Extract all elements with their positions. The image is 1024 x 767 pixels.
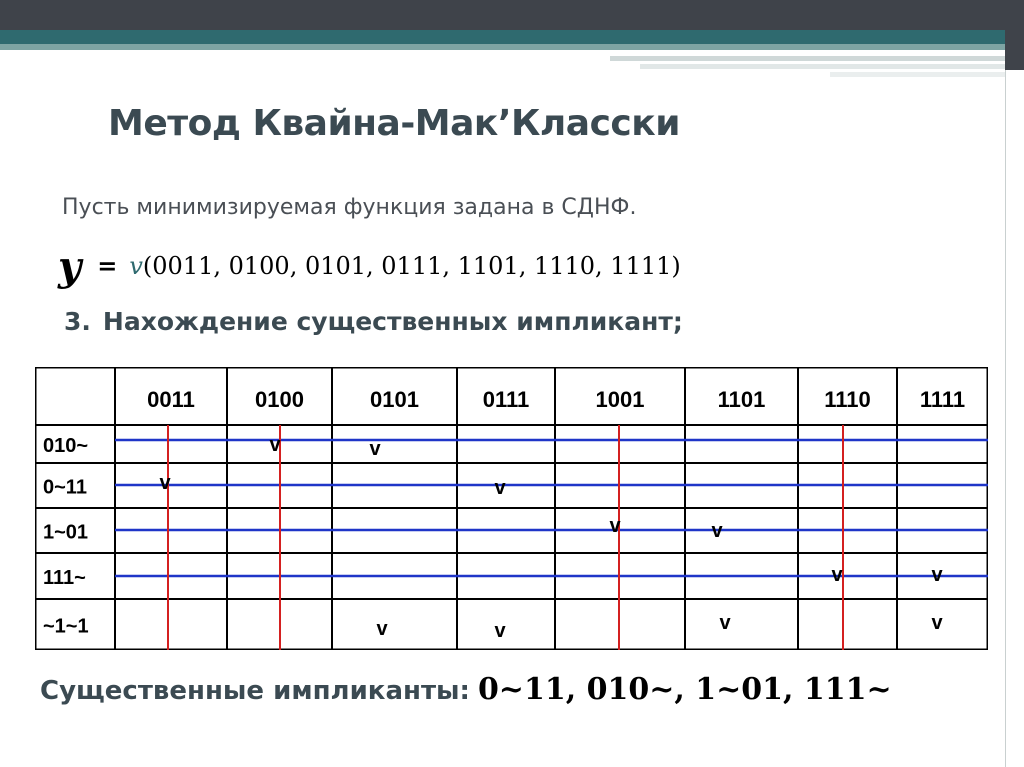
coverage-mark: v (719, 612, 731, 634)
header-stripe (830, 72, 1005, 77)
row-label: 010~ (43, 435, 89, 457)
implicant-table-svg (35, 367, 988, 650)
column-header: 0100 (255, 387, 304, 412)
row-label: 111~ (43, 567, 86, 589)
step-text: Нахождение существенных импликант; (102, 307, 683, 336)
coverage-mark: v (494, 477, 506, 499)
header-right-block (1005, 30, 1024, 70)
right-divider (1005, 70, 1006, 767)
coverage-mark: v (831, 564, 843, 586)
formula-equals: = (97, 251, 118, 280)
step-heading (64, 307, 683, 336)
header-teal-stripe (0, 44, 1005, 50)
coverage-mark: v (711, 520, 723, 542)
row-label: 0~11 (43, 476, 87, 499)
step-number: 3. (64, 307, 91, 336)
coverage-mark: v (376, 618, 388, 640)
slide-title: Метод Квайна-Мак’Класски (108, 103, 680, 144)
column-header: 1001 (595, 387, 645, 412)
column-header: 1110 (824, 387, 871, 412)
column-header: 0111 (482, 387, 530, 412)
coverage-mark: v (931, 612, 943, 634)
coverage-mark: v (931, 564, 943, 586)
result-label: Существенные импликанты: (40, 676, 470, 706)
column-header: 0011 (147, 387, 195, 412)
header-stripe (640, 64, 1005, 69)
slide-subtitle: Пусть минимизируемая функция задана в СДНФ. (62, 195, 637, 220)
formula-disjunction: v (129, 252, 143, 280)
implicant-table (35, 367, 988, 650)
header-teal-band (0, 30, 1005, 44)
result-line (40, 672, 892, 707)
row-label: ~1~1 (43, 615, 89, 638)
column-header: 0101 (370, 387, 419, 412)
coverage-mark: v (369, 438, 381, 460)
header-stripe (610, 56, 1005, 61)
row-label: 1~01 (43, 521, 89, 544)
result-values: 0~11, 010~, 1~01, 111~ (477, 672, 892, 707)
formula-lhs: y (58, 243, 82, 290)
coverage-mark: v (159, 472, 171, 494)
formula-values: (0011, 0100, 0101, 0111, 1101, 1110, 1111) (142, 252, 681, 280)
header-dark-band (0, 0, 1024, 30)
coverage-mark: v (494, 620, 506, 642)
coverage-mark: v (609, 515, 621, 537)
function-formula (58, 243, 681, 290)
column-header: 1111 (919, 387, 966, 412)
coverage-mark: v (269, 434, 281, 456)
column-header: 1101 (717, 387, 766, 412)
